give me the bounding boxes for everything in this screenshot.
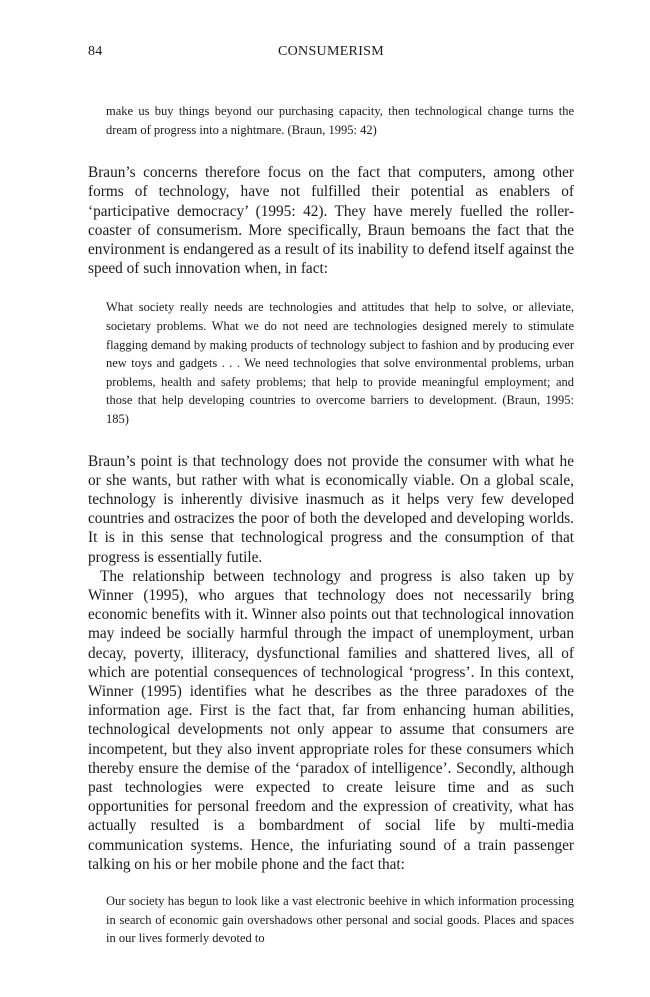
block-quote-continued: make us buy things beyond our purchasing capacity, then technological change turns the dream of progress into a nightmare. (Braun, 1995: 42): [106, 104, 574, 137]
page-number: 84: [88, 44, 103, 59]
body-paragraph: Braun’s point is that technology does not provide the consumer with what he or she wants, but rather with what is economically viable. On a global scale, technology is inherently divisive inasmuch as it helps very few developed countries and ostracizes the poor of both the developed and developing worlds. It is in this sense that technological progress and the consumption of that progress is essentially futile.: [88, 452, 574, 566]
body-paragraph: Braun’s concerns therefore focus on the fact that computers, among other forms of technology, have not fulfilled their potential as enablers of ‘participative democracy’ (1995: 42). They have merely fuelled the roller-coaster of consumerism. More specifically, Braun bemoans the fact that the environment is endangered as a result of its inability to defend itself against the speed of such innovation when, in fact:: [88, 164, 574, 278]
book-page: [88, 44, 574, 948]
block-quote: What society really needs are technologies and attitudes that help to solve, or alleviate, societary problems. What we do not need are technologies designed merely to stimulate flagging demand by making products of technology subject to fashion and by producing ever new toys and gadgets . . . We need technologies that solve environmental problems, urban problems, health and safety problems; that help to provide meaningful employment; and those that help developing countries to overcome barriers to development. (Braun, 1995: 185): [106, 300, 574, 426]
body-paragraph: The relationship between technology and progress is also taken up by Winner (1995), who argues that technology does not necessarily bring economic benefits with it. Winner also points out that technological innovation may indeed be socially harmful through the impact of unemployment, urban decay, poverty, illiteracy, dysfunctional families and shattered lives, all of which are potential consequences of technological ‘progress’. In this context, Winner (1995) identifies what he describes as the three paradoxes of the information age. First is the fact that, far from enhancing human abilities, technological developments not only appear to assume that consumers are incompetent, but they also invent appropriate roles for these consumers which thereby ensure the demise of the ‘paradox of intelligence’. Secondly, although past technologies were expected to create leisure time and as such opportunities for personal freedom and the expression of creativity, what has actually resulted is a bombardment of social life by multi-media communication systems. Hence, the infuriating sound of a train passenger talking on his or her mobile phone and the fact that:: [88, 567, 574, 873]
running-title: CONSUMERISM: [278, 44, 384, 59]
block-quote: Our society has begun to look like a vast electronic beehive in which information processing in search of economic gain overshadows other personal and social goods. Places and spaces in our lives formerly devoted to: [106, 894, 574, 946]
running-head: [88, 44, 574, 68]
